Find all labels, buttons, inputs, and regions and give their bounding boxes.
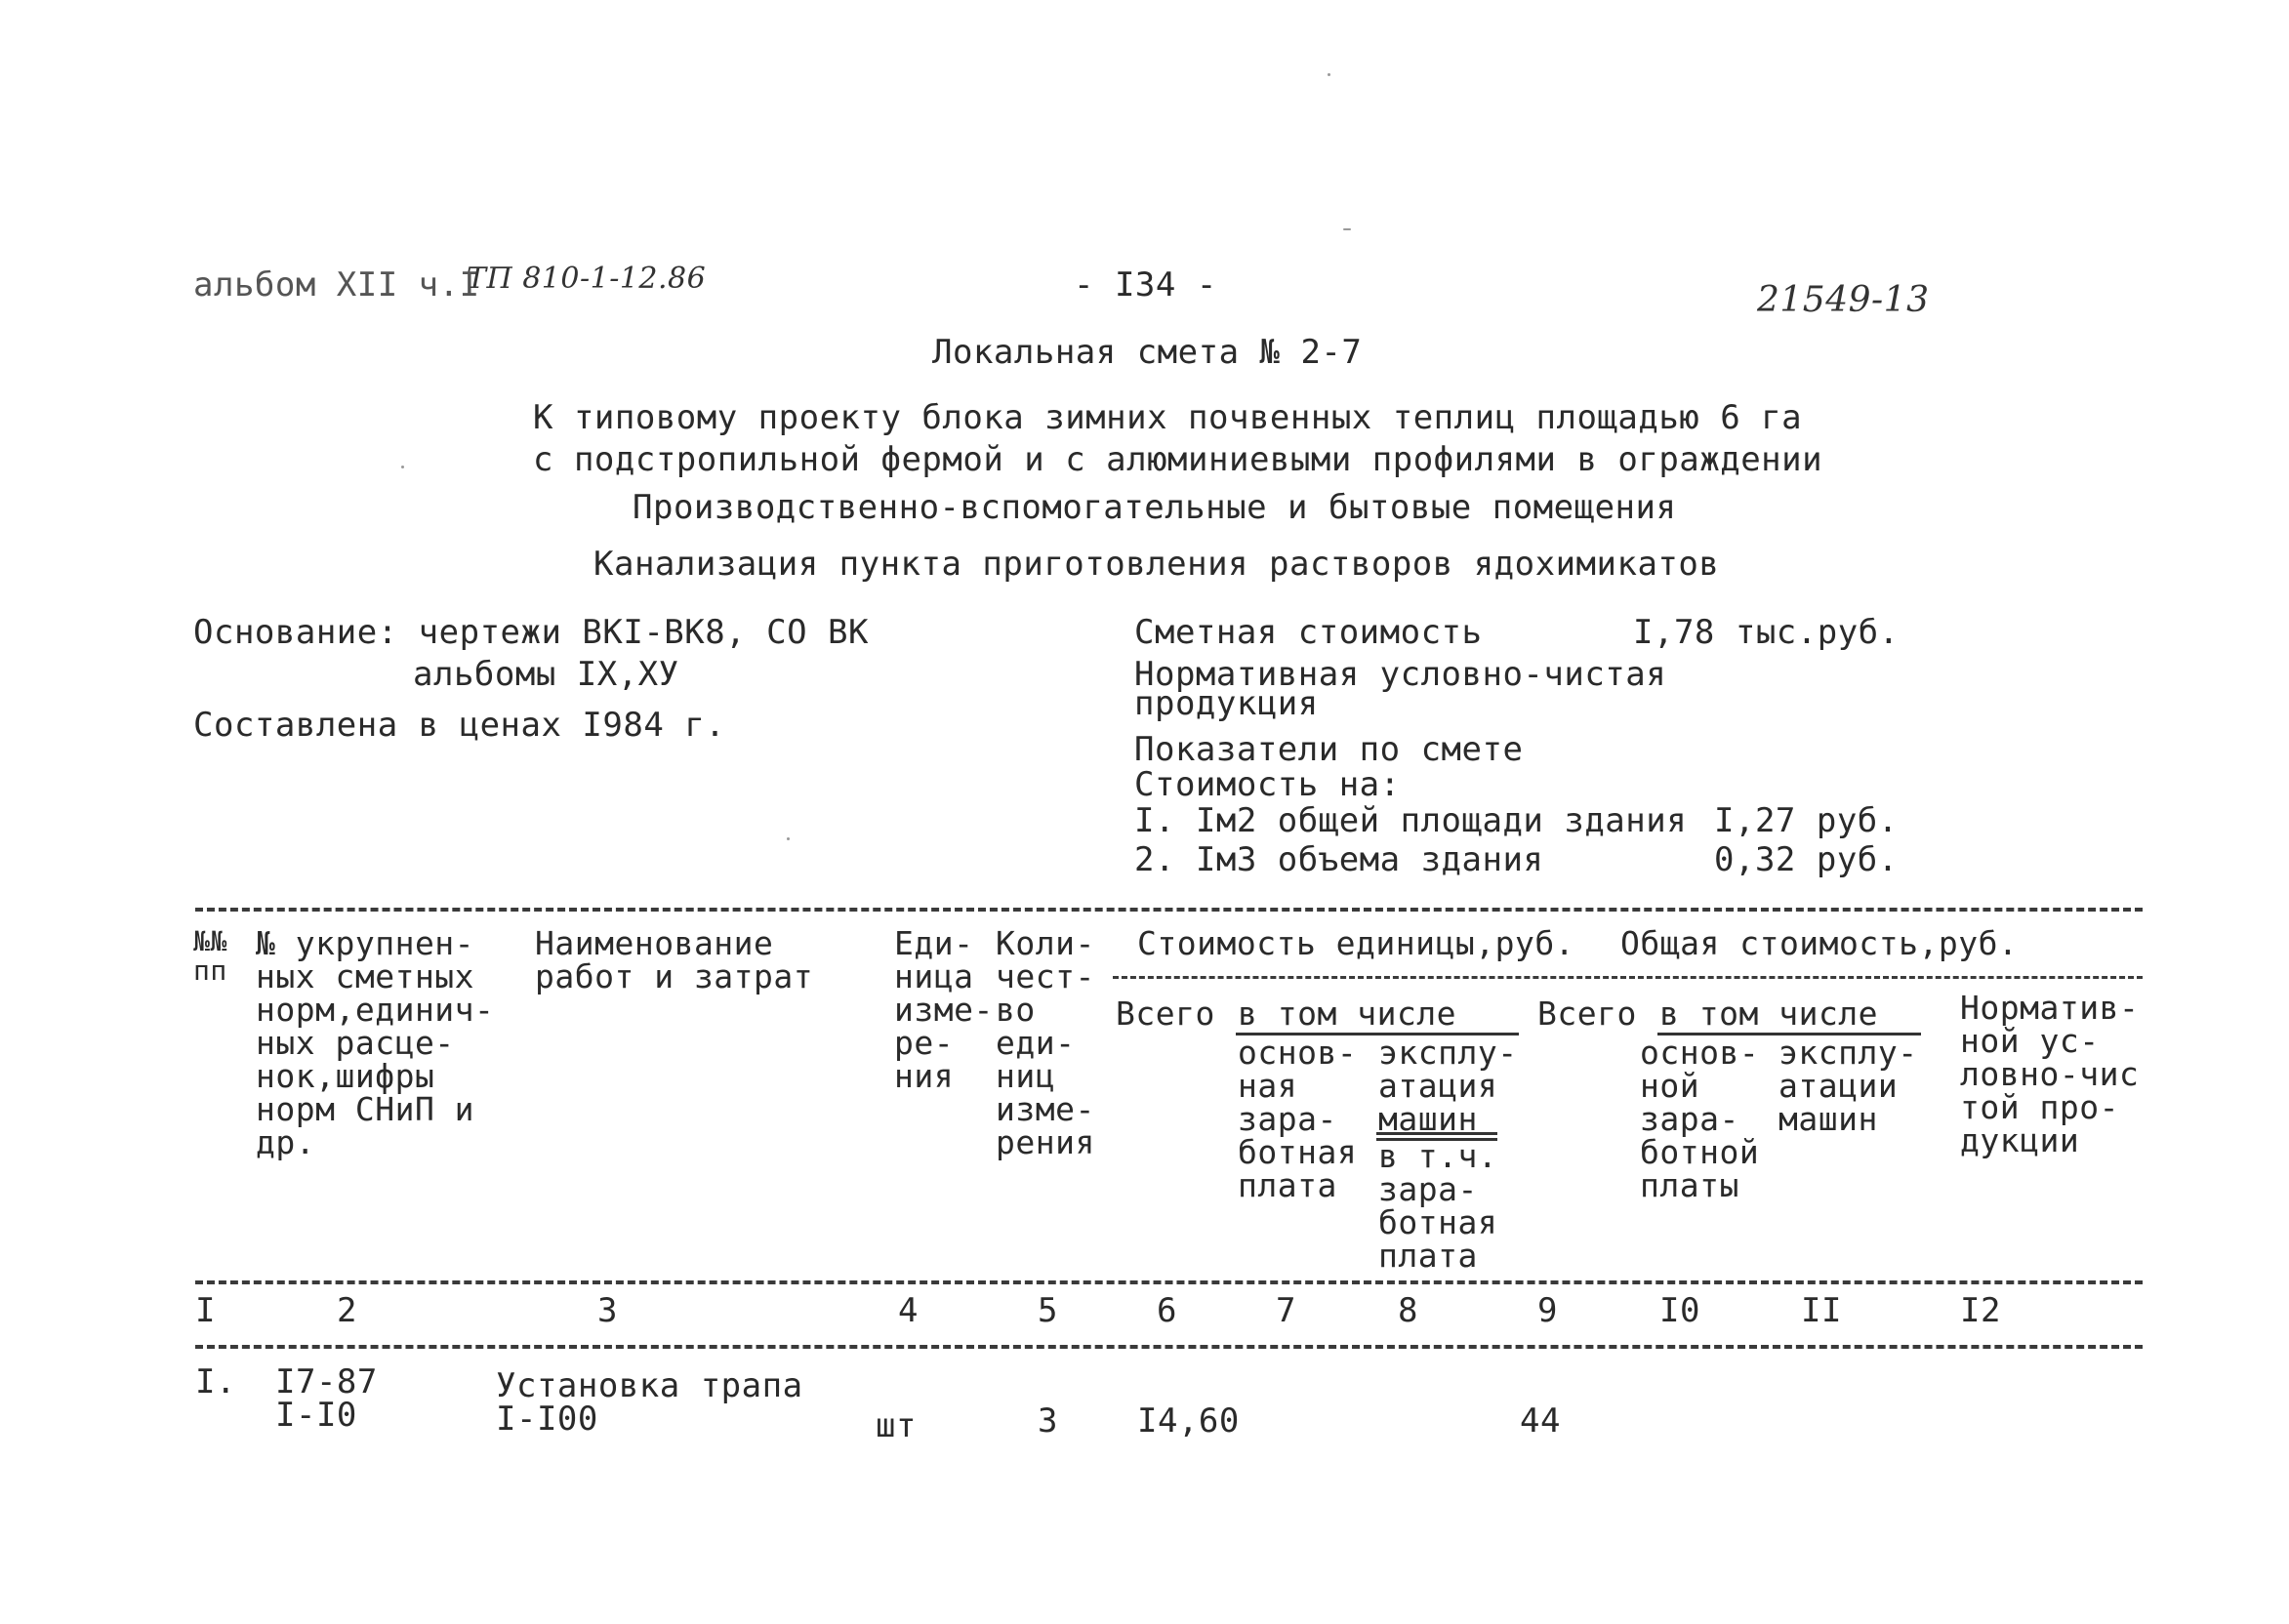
column-number: I0 (1659, 1291, 1700, 1330)
column-numbers-bottom-rule (195, 1345, 2143, 1349)
row-unit-total: I4,60 (1137, 1401, 1240, 1441)
indicators-label: Показатели по смете (1134, 730, 1524, 769)
header-col-5: Коли- чест- во еди- ниц изме- рения (996, 924, 1095, 1161)
column-number: 5 (1038, 1291, 1058, 1330)
normative-label-2: продукция (1134, 684, 1319, 723)
header-col-4: Еди- ница изме- ре- ния (894, 924, 994, 1095)
header-col-7: основ- ная зара- ботная плата (1238, 1034, 1358, 1204)
estimated-cost-value: I,78 тыс.руб. (1633, 613, 1900, 652)
header-col-2: № укрупнен- ных сметных норм,единич- ных расце- нок,шифры норм СНиП и др. (256, 924, 495, 1161)
row-unit: шт (876, 1406, 917, 1445)
basis-line-3: Составлена в ценах I984 г. (193, 706, 726, 745)
column-numbers-top-rule (195, 1280, 2143, 1284)
project-line-3: Производственно-вспомогательные и бытовые помещения (633, 488, 1677, 527)
scan-speck (787, 837, 790, 840)
header-col-10: основ- ной зара- ботной платы (1640, 1034, 1760, 1204)
header-group-rule (1113, 976, 2143, 979)
row-code-1: I7-87 (275, 1362, 378, 1401)
header-total-cost-group: Общая стоимость,руб. (1620, 924, 2019, 962)
column-number: I2 (1960, 1291, 2001, 1330)
column-number: 6 (1157, 1291, 1177, 1330)
column-number: 7 (1276, 1291, 1296, 1330)
column-number: 9 (1537, 1291, 1558, 1330)
column-number: II (1801, 1291, 1842, 1330)
scan-speck (1343, 228, 1351, 230)
indicator-1-value: I,27 руб. (1714, 801, 1899, 840)
row-quantity: 3 (1038, 1401, 1058, 1441)
page-number: - I34 - (1074, 265, 1217, 304)
column-number: I (195, 1291, 216, 1330)
header-col-8a: эксплу- атация машин (1378, 1034, 1518, 1138)
estimate-title: Локальная смета № 2-7 (932, 333, 1363, 372)
header-col-9: Всего (1537, 995, 1637, 1033)
indicator-2-label: 2. Iм3 объема здания (1134, 840, 1544, 879)
header-total-including: в том числе (1659, 995, 1879, 1033)
basis-line-1: Основание: чертежи ВКI-ВК8, СО ВК (193, 613, 870, 652)
indicator-1-label: I. Iм2 общей площади здания (1134, 801, 1688, 840)
row-name-1: Установка трапа (496, 1366, 803, 1405)
project-line-2: с подстропильной фермой и с алюминиевыми профилями в ограждении (533, 440, 1823, 479)
column-number: 4 (898, 1291, 919, 1330)
estimated-cost-label: Сметная стоимость (1134, 613, 1483, 652)
row-total: 44 (1520, 1401, 1561, 1441)
header-col-11: эксплу- атации машин (1778, 1034, 1918, 1138)
scan-speck (401, 466, 404, 468)
table-top-rule (195, 908, 2143, 912)
project-line-4: Канализация пункта приготовления растворов ядохимикатов (593, 545, 1720, 584)
document-number: 21549-13 (1757, 280, 1930, 320)
header-col-6: Всего (1116, 995, 1215, 1033)
header-col-3: Наименование работ и затрат (535, 924, 814, 995)
scan-speck (1328, 73, 1330, 76)
column-number: 2 (337, 1291, 357, 1330)
normative-label-1: Нормативная условно-чистая (1134, 655, 1667, 694)
row-number: I. (195, 1362, 236, 1401)
row-code-2: I-I0 (275, 1396, 357, 1435)
header-col-12: Норматив- ной ус- ловно-чис той про- дукции (1960, 989, 2140, 1159)
project-line-1: К типовому проекту блока зимних почвенных теплиц площадью 6 га (533, 398, 1803, 437)
header-unit-including: в том числе (1238, 995, 1457, 1033)
column-number: 3 (597, 1291, 618, 1330)
album-label: альбом XII ч.I (193, 265, 480, 304)
project-code: ТП 810-1-12.86 (467, 262, 707, 296)
column-number: 8 (1398, 1291, 1418, 1330)
indicator-2-value: 0,32 руб. (1714, 840, 1899, 879)
cost-on-label: Стоимость на: (1134, 765, 1401, 804)
row-name-2: I-I00 (496, 1400, 598, 1439)
header-col-1: №№ пп (193, 925, 227, 987)
header-unit-cost-group: Стоимость единицы,руб. (1137, 924, 1575, 962)
header-col-8-underline-1 (1376, 1132, 1497, 1135)
header-col-8b: в т.ч. зара- ботная плата (1378, 1137, 1498, 1275)
basis-line-2: альбомы IX,ХУ (413, 655, 679, 694)
